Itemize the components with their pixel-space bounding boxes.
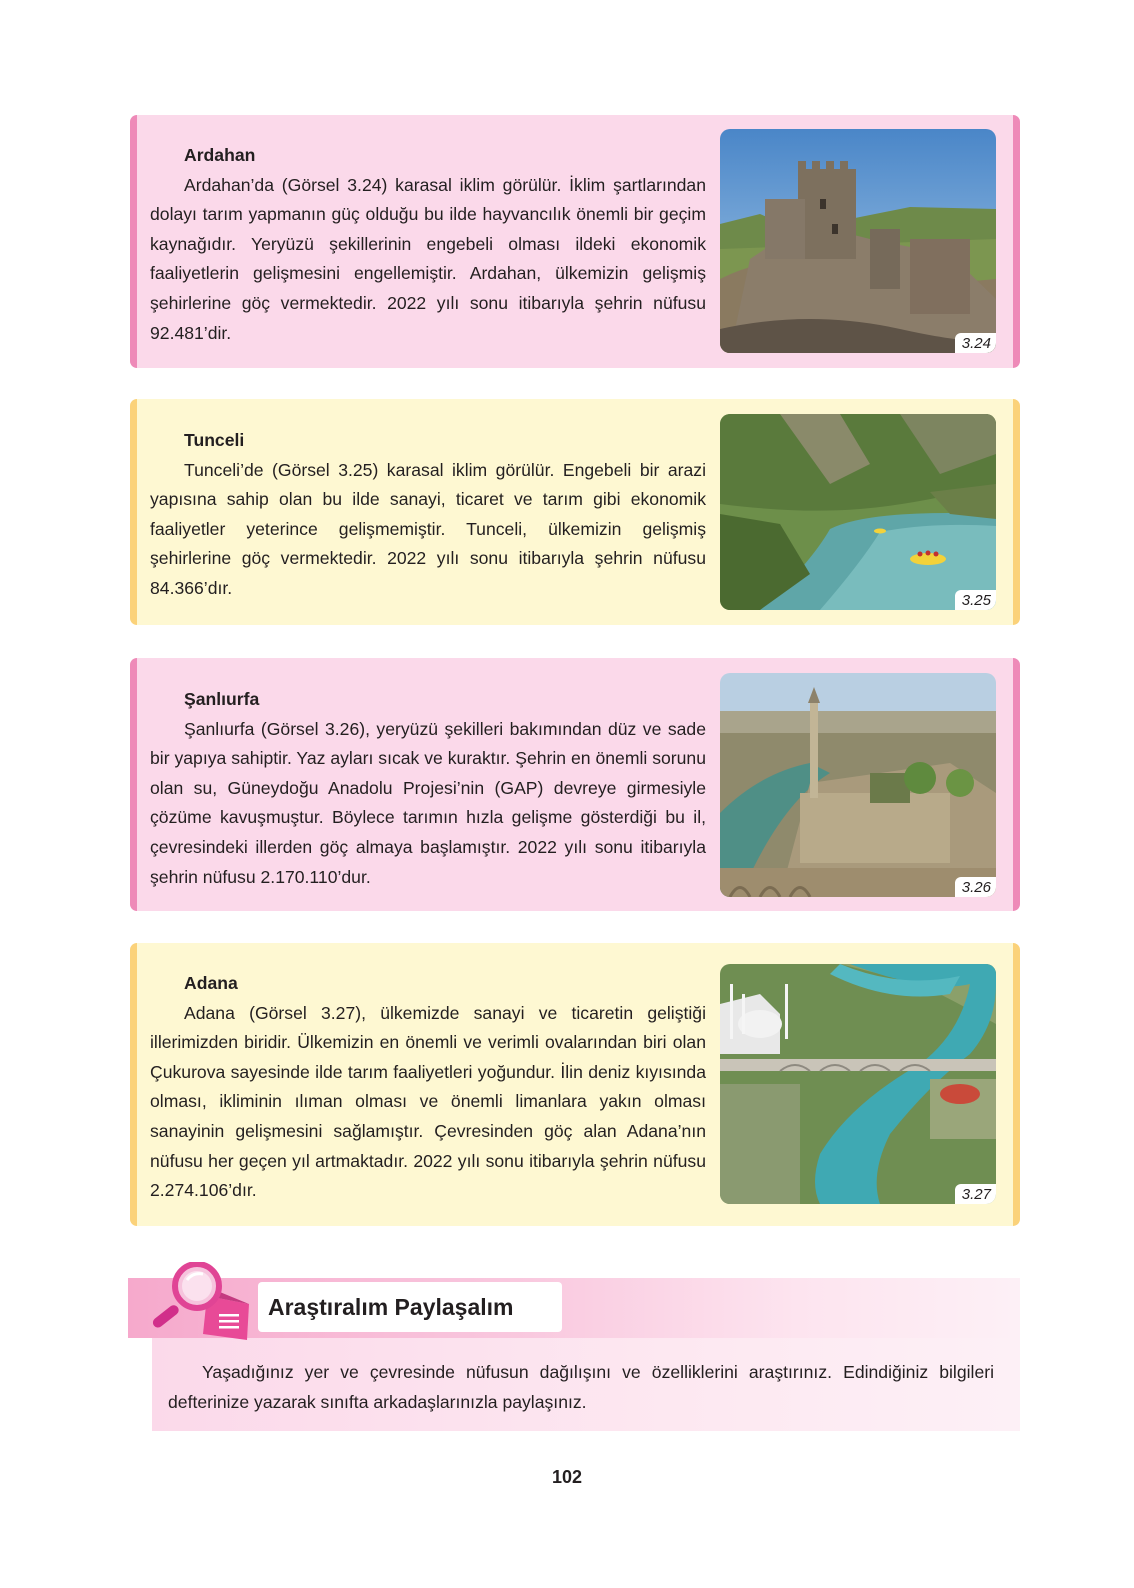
section-text [150,426,706,604]
section-card-sanliurfa [130,658,1020,911]
section-body: Şanlıurfa (Görsel 3.26), yeryüzü şekilleri bakımından düz ve sade bir yapıya sahiptir. Yaz ayları sıcak ve kuraktır. Şehrin en önemli sorunu olan su, Güneydoğu Anadolu Projesi’nin (GAP) devreye girmesiyle çözüme kavuşmuştur. Böylece tarımın hızla gelişme gösterdiği bu il, çevresindeki illerden göç almaya başlamıştır. 2022 yılı sonu itibarıyla şehrin nüfusu 2.170.110’dur. [150,718,706,887]
research-body-box [152,1338,1020,1431]
card-left-accent [130,115,137,368]
card-right-accent [1013,399,1020,625]
research-title: Araştıralım Paylaşalım [258,1282,562,1332]
section-body: Tunceli’de (Görsel 3.25) karasal iklim görülür. Engebeli bir arazi yapısına sahip olan bu ilde sanayi, ticaret ve tarım gibi ekonomik faaliyetler yeterince gelişmemiştir. Tunceli, ülkemizin gelişmiş şehirlerine göç vermektedir. 2022 yılı sonu itibarıyla şehrin nüfusu 84.366’dır. [150,459,706,598]
card-right-accent [1013,115,1020,368]
card-left-accent [130,943,137,1226]
section-text [150,141,706,348]
photo-caption: 3.24 [955,333,996,353]
photo-ardahan-castle [720,129,996,353]
section-title: Tunceli [184,430,245,450]
research-text: Yaşadığınız yer ve çevresinde nüfusun dağılışını ve özelliklerini araştırınız. Edindiğiniz bilgileri defterinize yazarak sınıfta arkadaşlarınızla paylaşınız. [168,1362,994,1412]
section-card-tunceli [130,399,1020,625]
card-left-accent [130,399,137,625]
section-card-ardahan [130,115,1020,368]
page-number: 102 [551,1467,583,1487]
section-body: Adana (Görsel 3.27), ülkemizde sanayi ve ticaretin geliştiği illerimizden biridir. Ülkemizin en önemli ve verimli ovalarından biri olan Çukurova sayesinde ilde tarım faaliyetleri yoğundur. İlin deniz kıyısında olması, ikliminin ılıman olması ve önemli limanlara yakın olması sanayinin gelişmesini sağlamıştır. Çevresinden göç alan Adana’nın nüfusu her geçen yıl artmaktadır. 2022 yılı sonu itibarıyla şehrin nüfusu 2.274.106’dır. [150,1002,706,1201]
card-left-accent [130,658,137,911]
photo-tunceli-river [720,414,996,610]
section-body: Ardahan’da (Görsel 3.24) karasal iklim görülür. İklim şartlarından dolayı tarım yapmanın güç olduğu bu ilde hayvancılık önemli bir geçim kaynağıdır. Yeryüzü şekillerinin engebeli olması ildeki ekonomik faaliyetlerin gelişmesini engellemiştir. Ardahan, ülkemizin gelişmiş şehirlerine göç vermektedir. 2022 yılı sonu itibarıyla şehrin nüfusu 92.481’dir. [150,174,706,343]
photo-sanliurfa-mosque [720,673,996,897]
photo-caption: 3.25 [955,590,996,610]
section-card-adana [130,943,1020,1226]
card-right-accent [1013,943,1020,1226]
card-right-accent [1013,658,1020,911]
section-title: Ardahan [184,145,256,165]
photo-caption: 3.26 [955,877,996,897]
section-title: Şanlıurfa [184,689,260,709]
magnifier-document-icon [145,1262,257,1342]
section-text [150,969,706,1206]
photo-caption: 3.27 [955,1184,996,1204]
photo-adana-river-bridge [720,964,996,1204]
section-title: Adana [184,973,238,993]
section-text [150,685,706,892]
